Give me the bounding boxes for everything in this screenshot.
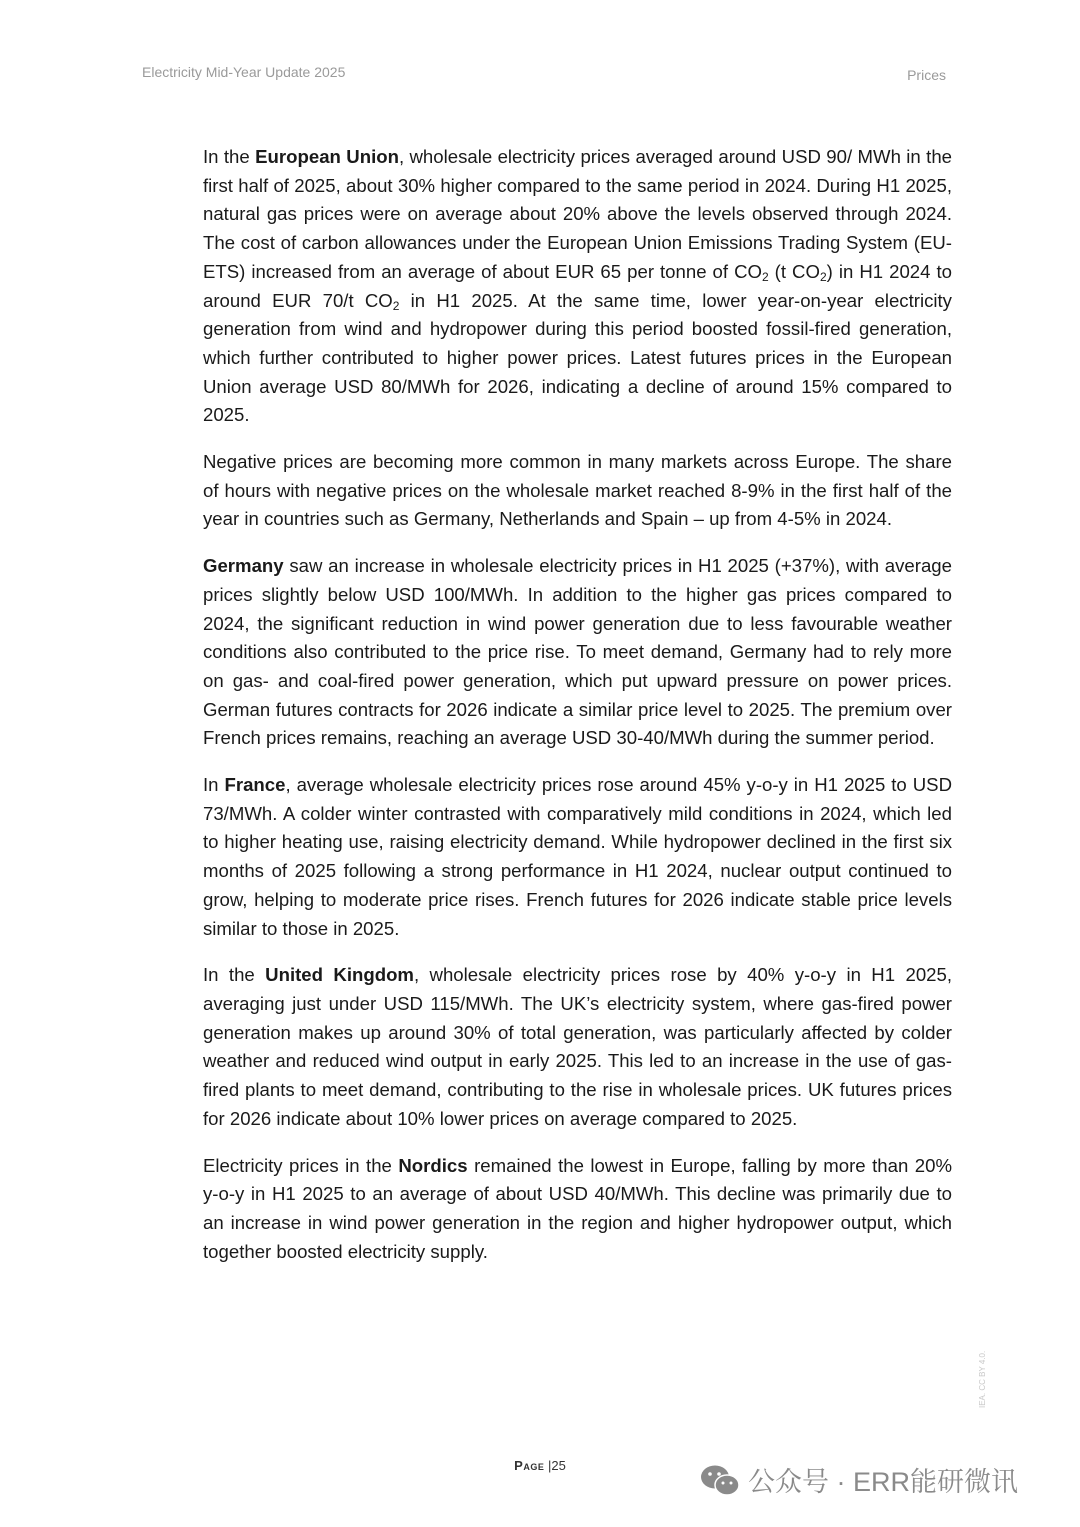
page-separator: | — [547, 1458, 552, 1473]
text-run: saw an increase in wholesale electricity prices in H1 2025 (+37%), with average prices slightly below USD 100/MWh. In addition to the higher gas prices compared to 2024, the significant reduction in wind power generation due to less favourable weather conditions also contributed to the price rise. To meet demand, Germany had to rely more on gas- and coal-fired power generation, which put upward pressure on power prices. German futures contracts for 2026 indicate a similar price level to 2025. The premium over French prices remains, reaching an average USD 30-40/MWh during the summer period. — [203, 555, 952, 749]
paragraph — [203, 143, 952, 430]
page-label: Page — [514, 1458, 545, 1473]
region-name: United Kingdom — [265, 964, 414, 986]
license-note: IEA. CC BY 4.0. — [978, 1350, 987, 1408]
section-title: Prices — [907, 67, 946, 83]
paragraph — [203, 448, 952, 534]
document-title: Electricity Mid-Year Update 2025 — [142, 64, 346, 80]
region-name: Nordics — [398, 1154, 468, 1176]
text-run: In the — [203, 964, 266, 986]
text-run: remained the lowest in Europe, falling by more than 20% y-o-y in H1 2025 to an average of about USD 40/MWh. This decline was primarily due to an increase in wind power generation in the region and higher hydropower output, which together boosted electricity supply. — [203, 1154, 952, 1262]
region-name: Germany — [203, 555, 284, 577]
text-run: In the — [203, 146, 256, 167]
region-name: European Union — [255, 146, 399, 167]
watermark — [700, 1460, 1018, 1499]
text-run: Electricity prices in the — [203, 1154, 399, 1176]
page-number-value: 25 — [551, 1458, 566, 1473]
paragraph — [203, 961, 952, 1133]
text-run: (t CO — [768, 260, 820, 282]
text-run: in H1 2025. At the same time, lower year-on-year electricity generation from wind and hydropower during this period boosted fossil-fired generation, which further contributed to higher power prices. Latest futures prices in the European Union average USD 80/MWh for 2026, indicating a decline of around 15% compared to 2025. — [203, 289, 952, 426]
subscript: 2 — [819, 269, 827, 284]
subscript: 2 — [761, 269, 769, 284]
text-run: , average wholesale electricity prices rose around 45% y-o-y in H1 2025 to USD 73/MWh. A colder winter contrasted with comparatively mild conditions in 2024, which led to higher heating use, raising electricity demand. While hydropower declined in the first six months of 2025 following a strong performance in H1 2024, nuclear output continued to grow, helping to moderate price rises. French futures for 2026 indicate stable price levels similar to those in 2025. — [203, 774, 952, 939]
text-run: , wholesale electricity prices averaged around USD 90/ MWh in the first half of 2025, about 30% higher compared to the same period in 2024. During H1 2025, natural gas prices were on average about 20% above the levels observed through 2024. The cost of carbon allowances under the European Union Emissions Trading System (EU-ETS) increased from an average of about EUR 65 per tonne of CO — [203, 146, 953, 282]
watermark-text: 公众号 · ERR能研微讯 — [748, 1467, 1018, 1497]
paragraph — [203, 552, 952, 753]
subscript: 2 — [392, 298, 400, 313]
paragraph — [203, 1152, 952, 1267]
wechat-icon — [700, 1463, 740, 1497]
body-text — [203, 143, 952, 1284]
paragraph — [203, 771, 952, 943]
text-run: Negative prices are becoming more common in many markets across Europe. The share of hours with negative prices on the wholesale market reached 8-9% in the first half of the year in countries such as Germany, Netherlands and Spain – up from 4-5% in 2024. — [203, 451, 952, 530]
text-run: , wholesale electricity prices rose by 40% y-o-y in H1 2025, averaging just under USD 115/MWh. The UK’s electricity system, where gas-fired power generation makes up around 30% of total generation, was particularly affected by colder weather and reduced wind output in early 2025. This led to an increase in the use of gas-fired plants to meet demand, contributing to the rise in wholesale prices. UK futures prices for 2026 indicate about 10% lower prices on average compared to 2025. — [203, 964, 953, 1129]
text-run: In — [203, 774, 225, 796]
text-run: ) in H1 2024 to around EUR 70/t CO — [203, 260, 952, 311]
region-name: France — [224, 774, 286, 796]
